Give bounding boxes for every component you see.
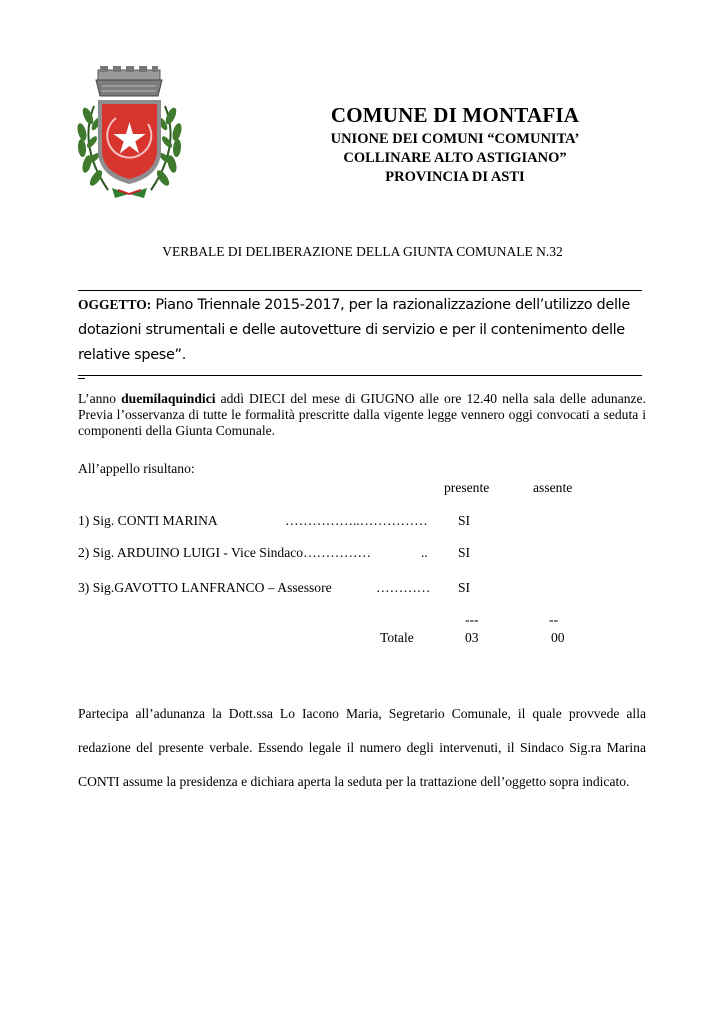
oggetto-block <box>78 292 648 367</box>
member-presente: SI <box>458 580 471 595</box>
member-presente: SI <box>458 513 471 528</box>
member-dots: .. <box>421 545 428 560</box>
member-dots: ……………..…………… <box>285 513 428 528</box>
header-line-2: COLLINARE ALTO ASTIGIANO” <box>343 150 567 166</box>
member-name: 1) Sig. CONTI MARINA <box>78 513 218 528</box>
closing-paragraph: Partecipa all’adunanza la Dott.ssa Lo Iacono Maria, Segretario Comunale, il quale provvede alla redazione del presente verbale. Essendo legale il numero degli intervenuti, il Sindaco Sig.ra Marina CONTI assume la presidenza e dichiara aperta la seduta per la trattazione dell’oggetto sopra indicato. <box>78 706 646 789</box>
para1-year: duemilaquindici <box>121 391 216 406</box>
opening-paragraph <box>78 391 646 439</box>
totale-assente: 00 <box>551 630 565 645</box>
divider-tick <box>78 378 85 379</box>
member-dots: ………… <box>376 580 431 595</box>
header-line-1: UNIONE DEI COMUNI “COMUNITA’ <box>330 131 580 147</box>
totale-presente: 03 <box>465 630 479 645</box>
member-name: 3) Sig.GAVOTTO LANFRANCO – Assessore <box>78 580 332 595</box>
para1-rest: addì DIECI del mese di GIUGNO alle ore 12.40 nella sala delle adunanze. Previa l’osservanza di tutte le formalità prescritte dalla vigente legge vennero oggi convocati a seduta i componenti della Giunta Comunale. <box>78 391 646 438</box>
crown-icon <box>96 66 162 96</box>
appello-intro: All’appello risultano: <box>78 461 195 476</box>
separator-assente: -- <box>549 612 559 627</box>
member-name: 2) Sig. ARDUINO LUIGI - Vice Sindaco…………… <box>78 545 372 560</box>
divider-top <box>78 290 642 291</box>
verbale-title: VERBALE DI DELIBERAZIONE DELLA GIUNTA COMUNALE N.32 <box>162 244 563 259</box>
shield-icon <box>98 100 161 184</box>
coat-of-arms-icon <box>72 66 187 202</box>
ribbon-icon <box>112 188 147 198</box>
totale-label: Totale <box>380 630 414 645</box>
column-header-assente: assente <box>533 480 573 495</box>
column-header-presente: presente <box>444 480 490 495</box>
header-line-3: PROVINCIA DI ASTI <box>385 169 525 185</box>
oggetto-label: OGGETTO: <box>78 297 152 312</box>
member-presente: SI <box>458 545 471 560</box>
municipality-title: COMUNE DI MONTAFIA <box>330 103 580 127</box>
oggetto-text: Piano Triennale 2015-2017, per la razionalizzazione dell’utilizzo delle dotazioni strumentali e delle autovetture di servizio e per il contenimento delle relative spese”. <box>78 297 630 363</box>
para1-prefix: L’anno <box>78 391 122 406</box>
separator-presente: --- <box>465 612 479 627</box>
divider-bottom <box>78 375 642 376</box>
